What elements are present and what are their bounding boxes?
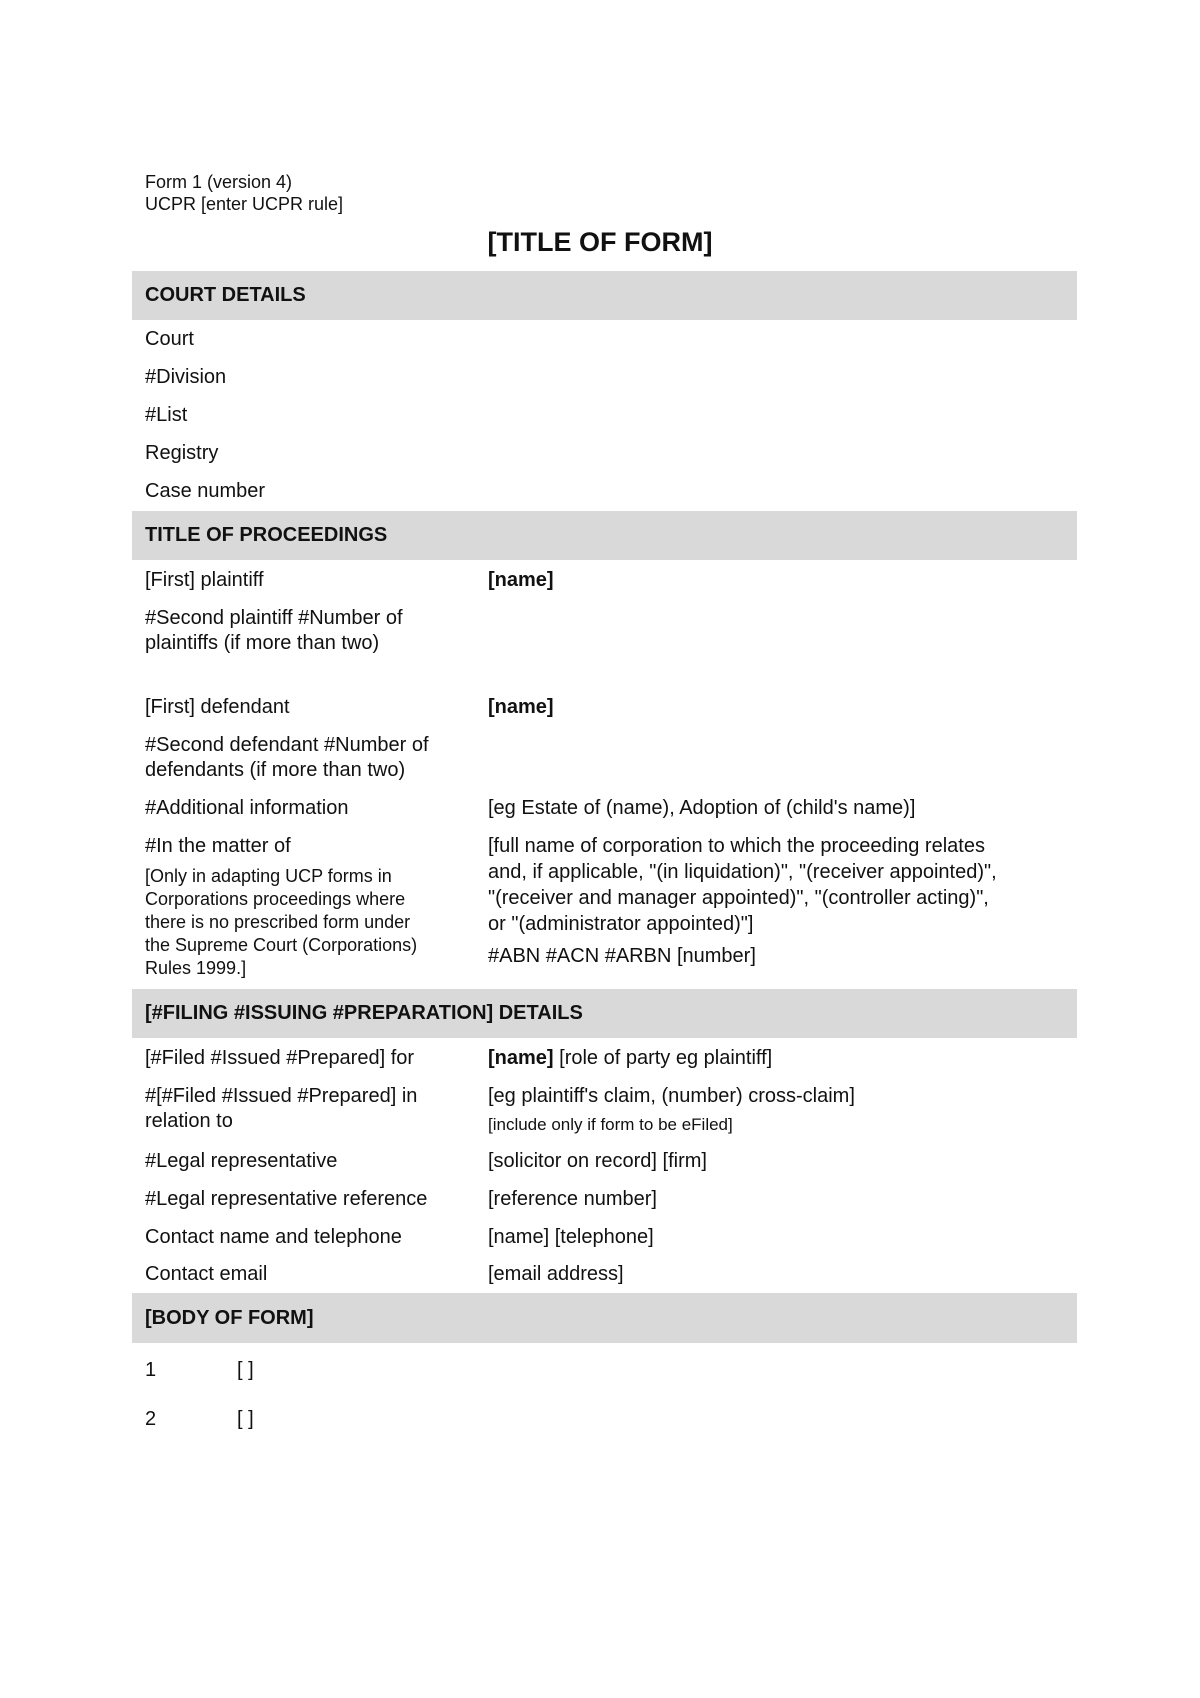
in-the-matter-note-line5: Rules 1999.] [145, 958, 247, 978]
in-the-matter-value-line1: [full name of corporation to which the proceeding relates [488, 835, 985, 857]
first-plaintiff-label: [First] plaintiff [145, 569, 264, 591]
legal-representative-reference-label: #Legal representative reference [145, 1188, 428, 1210]
legal-representative-value: [solicitor on record] [firm] [488, 1150, 707, 1172]
relation-label-line1: #[#Filed #Issued #Prepared] in [145, 1085, 418, 1107]
in-the-matter-value-line2: and, if applicable, "(in liquidation)", "(receiver appointed)", [488, 861, 997, 883]
in-the-matter-note-line4: the Supreme Court (Corporations) [145, 935, 418, 955]
contact-email-label: Contact email [145, 1263, 268, 1285]
first-defendant-value: [name] [488, 696, 554, 718]
body-item-number: 2 [145, 1408, 157, 1430]
form-number: Form 1 (version 4) [145, 172, 293, 192]
in-the-matter-of-label: #In the matter of [145, 835, 291, 857]
division-label: #Division [145, 366, 227, 388]
in-the-matter-value-line4: or "(administrator appointed)"] [488, 913, 754, 935]
legal-representative-label: #Legal representative [145, 1150, 338, 1172]
filed-for-value [488, 1046, 772, 1071]
body-item-text: [ ] [237, 1408, 254, 1430]
abn-acn-arbn-line: #ABN #ACN #ARBN [number] [488, 945, 756, 967]
section-heading-court-details [132, 271, 1077, 320]
body-item-number: 1 [145, 1359, 157, 1381]
in-the-matter-note-line3: there is no prescribed form under [145, 912, 411, 932]
additional-information-value: [eg Estate of (name), Adoption of (child's name)] [488, 797, 916, 819]
list-label: #List [145, 404, 188, 426]
section-heading-title-of-proceedings [132, 511, 1077, 560]
first-plaintiff-value: [name] [488, 569, 554, 591]
relation-note: [include only if form to be eFiled] [488, 1115, 733, 1134]
contact-name-telephone-value: [name] [telephone] [488, 1226, 654, 1248]
form-title: [TITLE OF FORM] [487, 227, 713, 257]
registry-label: Registry [145, 442, 219, 464]
case-number-label: Case number [145, 480, 266, 502]
section-heading-label: [BODY OF FORM] [145, 1307, 314, 1329]
section-heading-label: COURT DETAILS [145, 284, 306, 306]
second-defendant-label-line2: defendants (if more than two) [145, 759, 406, 781]
first-defendant-label: [First] defendant [145, 696, 290, 718]
section-heading-body-of-form [132, 1293, 1077, 1343]
additional-information-label: #Additional information [145, 797, 349, 819]
ucpr-rule: UCPR [enter UCPR rule] [145, 194, 344, 214]
second-plaintiff-label-line1: #Second plaintiff #Number of [145, 607, 403, 629]
relation-label-line2: relation to [145, 1110, 233, 1132]
second-defendant-label-line1: #Second defendant #Number of [145, 734, 429, 756]
section-heading-label: [#FILING #ISSUING #PREPARATION] DETAILS [145, 1002, 583, 1024]
contact-name-telephone-label: Contact name and telephone [145, 1226, 402, 1248]
form-reference [145, 171, 343, 215]
filed-for-label: [#Filed #Issued #Prepared] for [145, 1047, 415, 1069]
in-the-matter-note-line2: Corporations proceedings where [145, 889, 406, 909]
legal-representative-reference-value: [reference number] [488, 1188, 657, 1210]
contact-email-value: [email address] [488, 1263, 624, 1285]
filed-for-name: [name] [488, 1047, 554, 1069]
in-the-matter-value-line3: "(receiver and manager appointed)", "(controller acting)", [488, 887, 989, 909]
section-heading-filing-details [132, 989, 1077, 1038]
second-plaintiff-label-line2: plaintiffs (if more than two) [145, 632, 380, 654]
section-heading-label: TITLE OF PROCEEDINGS [145, 524, 388, 546]
court-label: Court [145, 328, 194, 350]
body-item-text: [ ] [237, 1359, 254, 1381]
in-the-matter-note-line1: [Only in adapting UCP forms in [145, 866, 392, 886]
filed-for-role: [role of party eg plaintiff] [559, 1047, 773, 1069]
relation-value: [eg plaintiff's claim, (number) cross-claim] [488, 1085, 855, 1107]
